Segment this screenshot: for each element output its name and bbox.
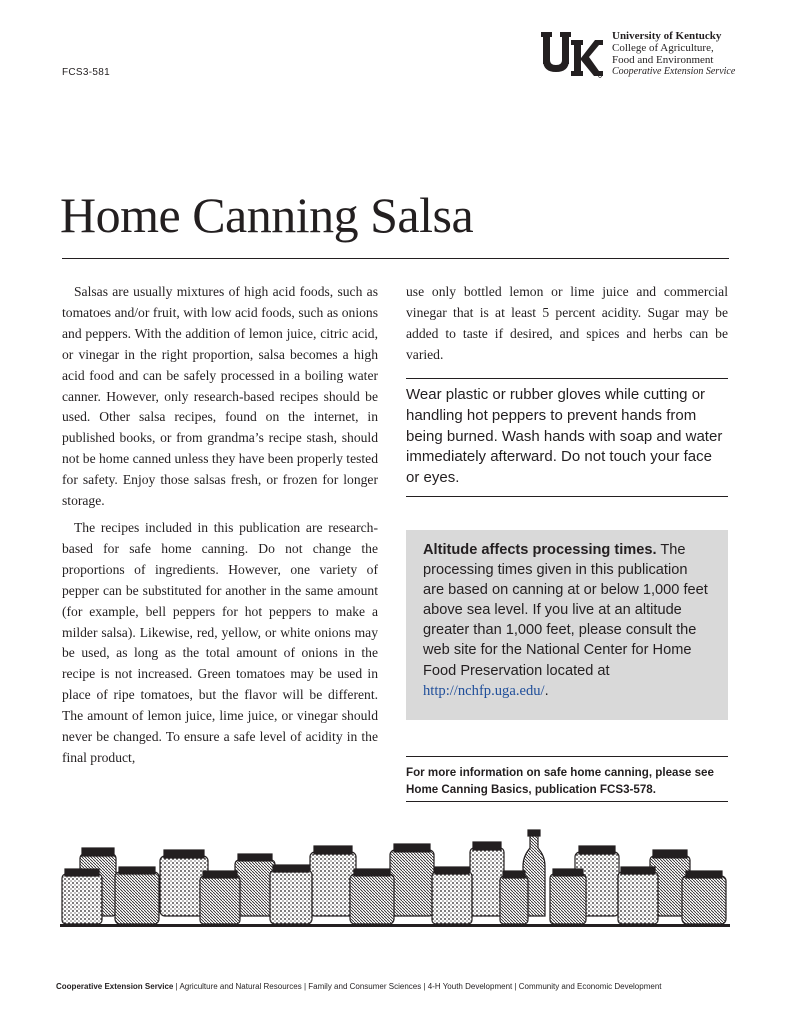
title-divider — [62, 258, 729, 259]
gloves-warning: Wear plastic or rubber gloves while cutting or handling hot peppers to prevent hands from being burned. Wash hands with soap and water immediately afterward. Do not touch your face or eyes. — [406, 386, 723, 487]
logo-college: College of Agriculture, — [612, 42, 714, 54]
left-column — [62, 282, 378, 775]
page-title: Home Canning Salsa — [60, 187, 474, 243]
uk-logo-mark-icon — [540, 30, 604, 78]
page-footer — [56, 982, 736, 991]
altitude-callout-box — [406, 530, 728, 720]
warning-divider-bottom — [406, 496, 728, 497]
info-divider-top — [406, 756, 728, 757]
altitude-text: The processing times given in this publication are based on canning at or below 1,000 feet above sea level. If you live at an altitude greater than 1,000 feet, please consult the web site for the National Center for Home Food Preservation located at — [423, 542, 708, 679]
right-column — [406, 282, 728, 366]
logo-college-cont: Food and Environment — [612, 54, 714, 66]
canning-jars-illustration — [60, 826, 730, 931]
publication-code: FCS3-581 — [62, 67, 110, 78]
more-info-note: For more information on safe home canning, please see Home Canning Basics, publication FCS3-578. — [406, 766, 714, 796]
intro-paragraph: Salsas are usually mixtures of high acid foods, such as tomatoes and/or fruit, with low acid foods, such as onions and peppers. With the addition of lemon juice, citric acid, or vinegar in the right proportion, salsa becomes a high acid food and can be safely processed in a boiling water canner. However, only research-based recipes should be used. Other salsa recipes, found on the internet, in published books, or from grandma’s recipe stash, should not be home canned unless they have been properly tested for safety. Enjoy those salsas fresh, or frozen for longer storage. — [62, 284, 378, 509]
logo-university: University of Kentucky — [612, 30, 722, 42]
footer-programs: | Agriculture and Natural Resources | Family and Consumer Sciences | 4-H Youth Development | Community and Economic Development — [173, 982, 662, 991]
footer-lead: Cooperative Extension Service — [56, 982, 174, 991]
acidity-paragraph: use only bottled lemon or lime juice and commercial vinegar that is at least 5 percent acidity. Sugar may be added to taste if desired, and spices and herbs can be varied. — [406, 284, 728, 362]
info-divider-bottom — [406, 801, 728, 802]
uk-logo — [540, 30, 745, 80]
recipes-paragraph: The recipes included in this publication are research-based for safe home canning. Do not change the proportions of ingredients. However, one variety of pepper can be substituted for another in the same amount (for example, bell peppers for hot peppers to make a milder salsa). Likewise, red, yellow, or white onions may be used, as long as the total amount of onions in the recipe is not increased. Green tomatoes may be used in place of ripe tomatoes, but the flavor will be different. The amount of lemon juice, lime juice, or vinegar should never be changed. To ensure a safe level of acidity in the final product, — [62, 519, 378, 765]
nchfp-link[interactable]: http://nchfp.uga.edu/ — [423, 682, 545, 699]
warning-divider-top — [406, 378, 728, 379]
altitude-end: . — [544, 682, 549, 699]
logo-service: Cooperative Extension Service — [612, 66, 736, 77]
altitude-heading: Altitude affects processing times. — [423, 542, 657, 558]
